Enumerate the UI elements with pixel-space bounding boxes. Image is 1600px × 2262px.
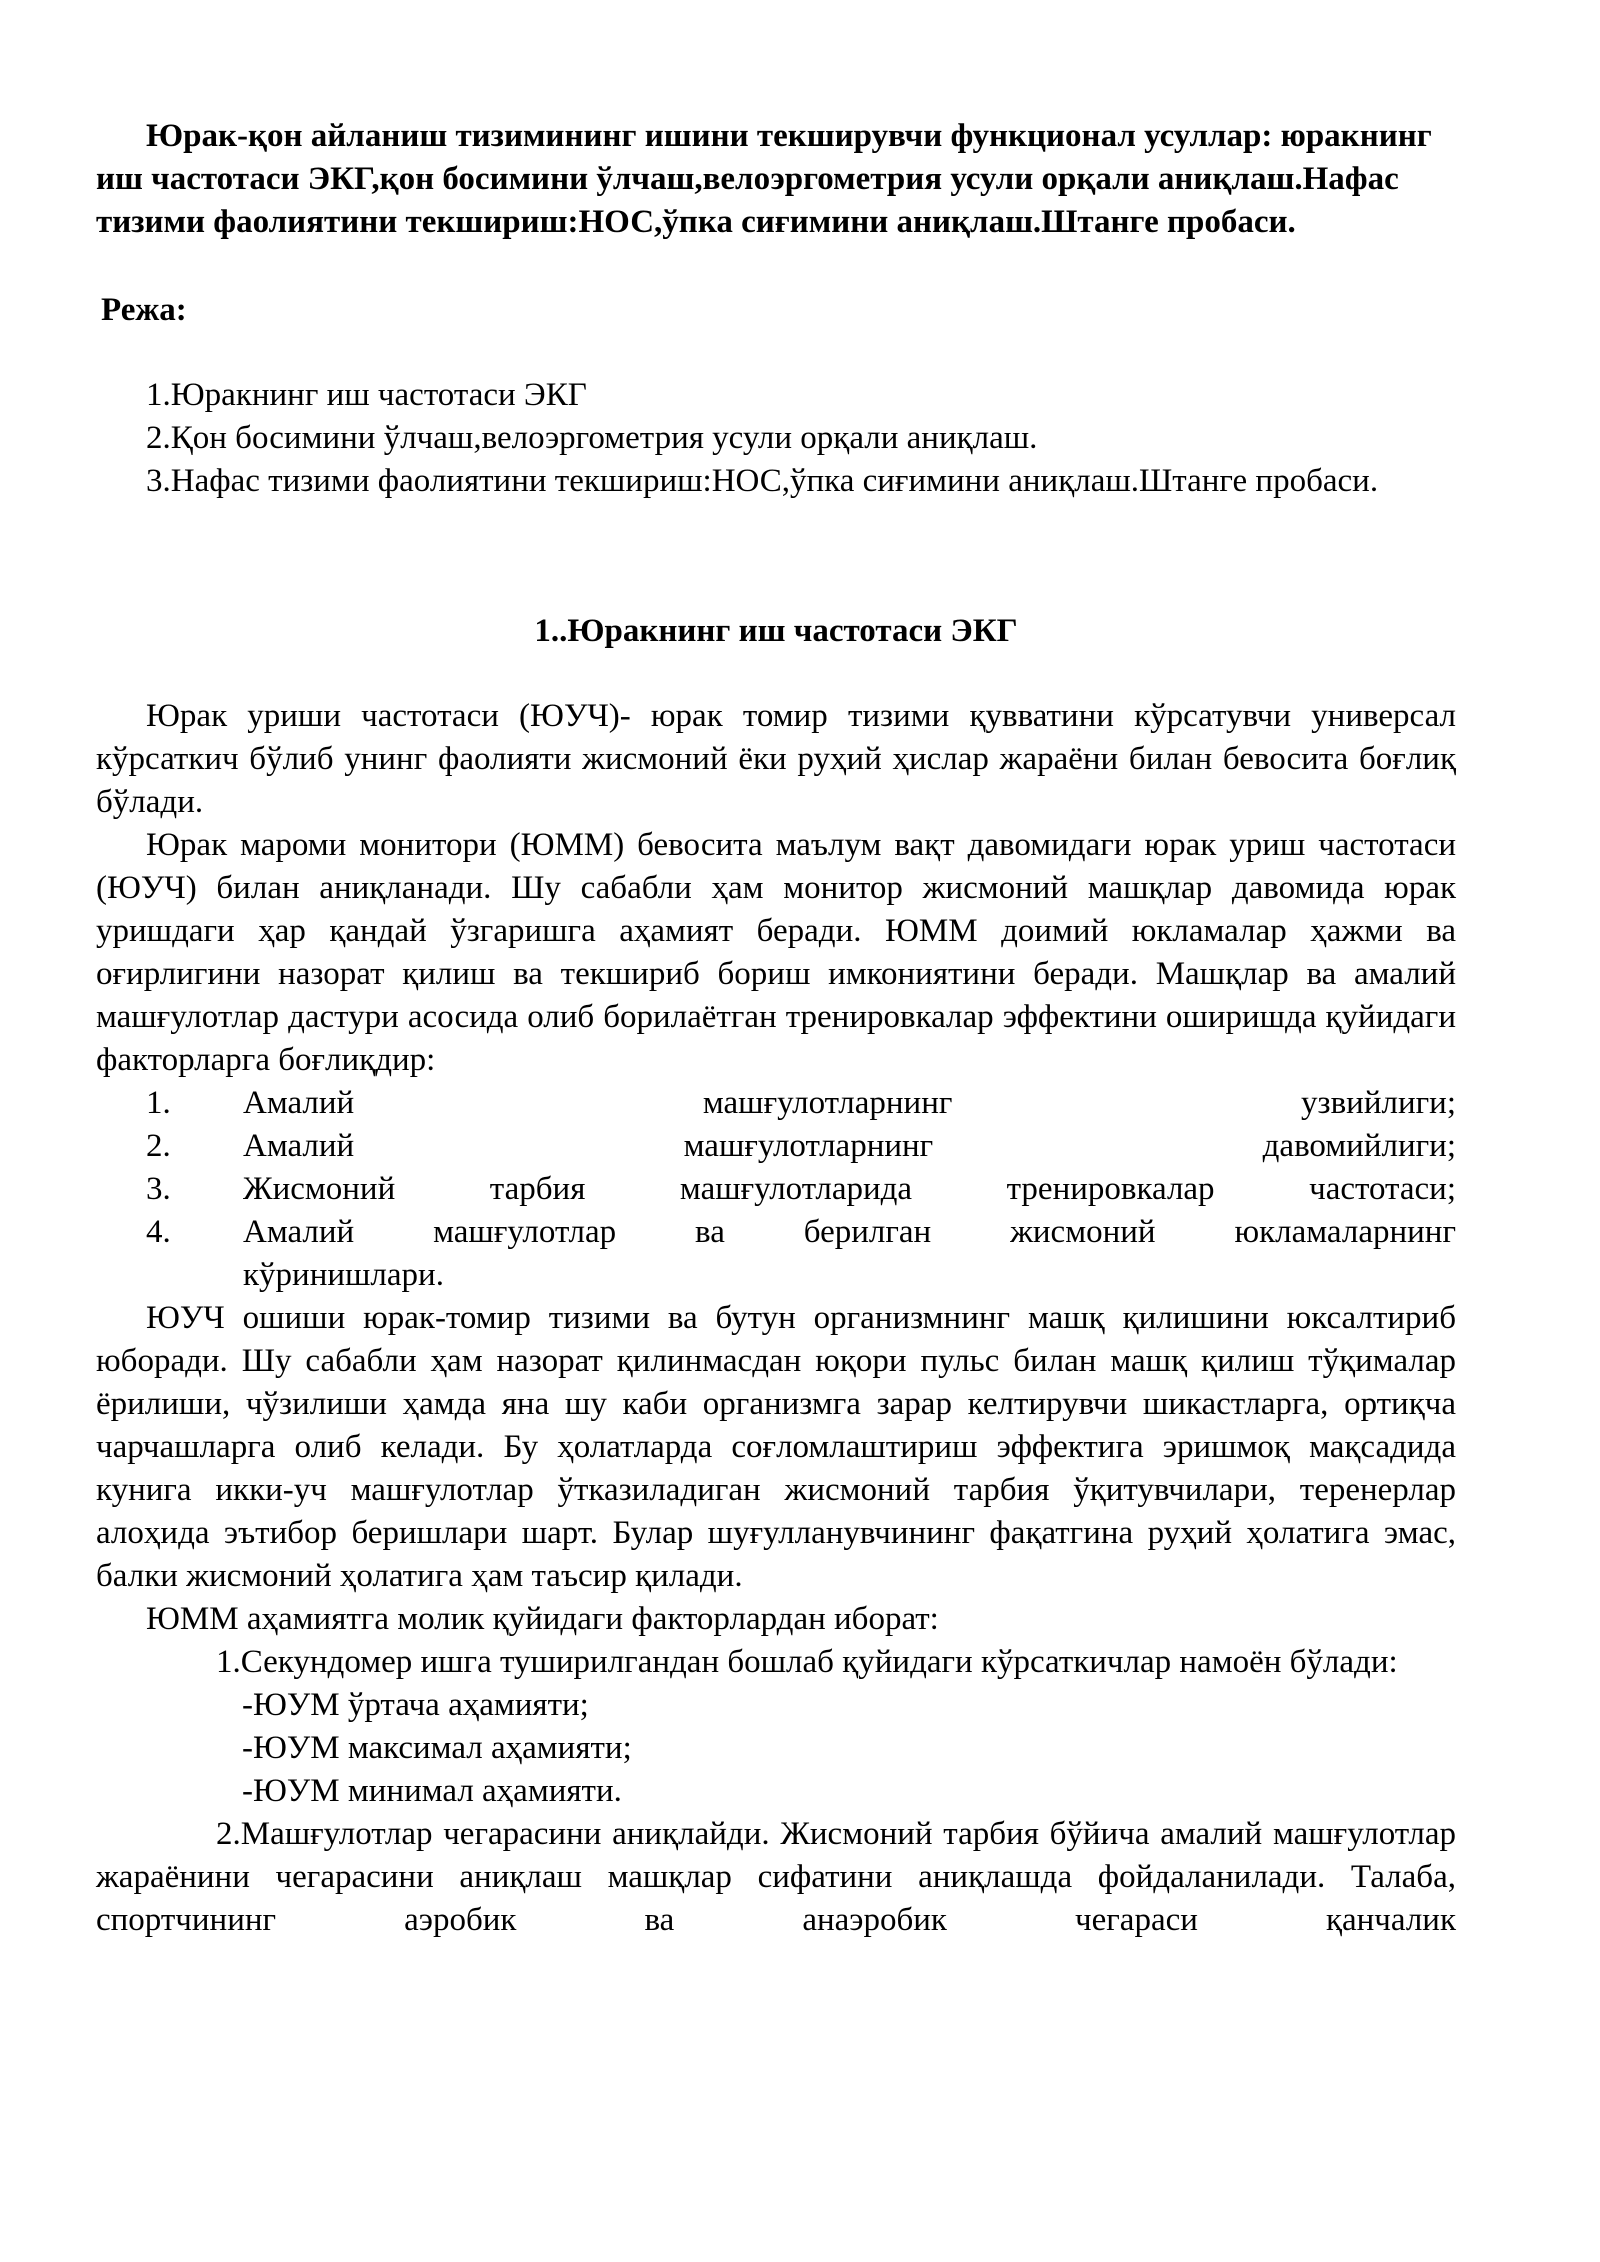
list-item-number: 1. <box>146 1085 171 1121</box>
paragraph: ЮУЧ ошиши юрак-томир тизими ва бутун организмнинг машқ қилишини юксалтириб юборади. Шу сабабли ҳам назорат қилинмасдан юқори пульс билан машқ қилиш тўқималар ёрилиши, чўзилиши ҳамда яна шу каби организмга зарар келтирувчи шикастларга, ортиқча чарчашларга олиб келади. Бу ҳолатларда соғломлаштириш эффектига эришмоқ мақсадида кунига икки-уч машғулотлар ўтказиладиган жисмоний тарбия ўқитувчилари, теренерлар алоҳида эътибор беришлари шарт. Булар шуғулланувчининг фақатгина руҳий ҳолатига эмас, балки жисмоний ҳолатига ҳам таъсир қилади. <box>96 1300 1456 1594</box>
plan-item: 1.Юракнинг иш частотаси ЭКГ <box>146 377 587 413</box>
list-item <box>96 1082 1456 1125</box>
paragraph: Юрак уриши частотаси (ЮУЧ)- юрак томир тизими қувватини кўрсатувчи универсал кўрсаткич бўлиб унинг фаолияти жисмоний ёки руҳий ҳислар жараёни билан бевосита боғлиқ бўлади. <box>96 698 1456 820</box>
list-item-text: Жисмоний тарбия машғулотларида тренировкалар частотаси; <box>243 1171 1456 1207</box>
list-item-text-wrap <box>243 1211 1456 1297</box>
list-item <box>96 1125 1456 1168</box>
dash-item: -ЮУМ максимал аҳамияти; <box>242 1730 632 1766</box>
list-item <box>96 1211 1456 1297</box>
section-heading: 1..Юракнинг иш частотаси ЭКГ <box>534 613 1018 649</box>
list-item-number: 3. <box>146 1171 171 1207</box>
list-item-text: Амалий машғулотларнинг давомийлиги; <box>243 1128 1456 1164</box>
list-item <box>96 1168 1456 1211</box>
list-item-number: 4. <box>146 1214 171 1250</box>
plan-item: 3.Нафас тизими фаолиятини текшириш:НОС,ўпка сиғимини аниқлаш.Штанге пробаси. <box>146 463 1379 499</box>
paragraph: 2.Машғулотлар чегарасини аниқлайди. Жисмоний тарбия бўйича амалий машғулотлар жараёнини чегарасини аниқлаш машқлар сифатини аниқлашда фойдаланилади. Талаба, спортчининг аэробик ва анаэробик чегараси қанчалик <box>96 1816 1456 1938</box>
list-item-number: 2. <box>146 1128 171 1164</box>
dash-item: -ЮУМ ўртача аҳамияти; <box>242 1687 589 1723</box>
plan-heading: Режа: <box>101 292 187 328</box>
plan-list <box>96 374 1456 503</box>
list-item-text-continuation: кўринишлари. <box>243 1257 444 1293</box>
list-item-text: Амалий машғулотлар ва берилган жисмоний юкламаларнинг <box>243 1214 1456 1250</box>
section-body <box>96 695 1456 1942</box>
document-title: Юрак-қон айланиш тизимининг ишини текширувчи функционал усуллар: юракнинг иш частотаси ЭКГ,қон босимини ўлчаш,велоэргометрия усули орқали аниқлаш.Нафас тизими фаолиятини текшириш:НОС,ўпка сиғимини аниқлаш.Штанге пробаси. <box>96 118 1432 240</box>
paragraph: Юрак мароми монитори (ЮММ) бевосита маълум вақт давомидаги юрак уриш частотаси (ЮУЧ) билан аниқланади. Шу сабабли ҳам монитор жисмоний машқлар давомида юрак уришдаги ҳар қандай ўзгаришга аҳамият беради. ЮММ доимий юкламалар ҳажми ва оғирлигини назорат қилиш ва текшириб бориш имкониятини беради. Машқлар ва амалий машғулотлар дастури асосида олиб борилаётган тренировкалар эффектини оширишда қуйидаги факторларга боғлиқдир: <box>96 827 1456 1078</box>
factors-list <box>96 1082 1456 1297</box>
paragraph: ЮММ аҳамиятга молик қуйидаги факторлардан иборат: <box>146 1601 939 1637</box>
paragraph: 1.Секундомер ишга туширилгандан бошлаб қуйидаги кўрсаткичлар намоён бўлади: <box>216 1644 1398 1680</box>
document-content <box>96 115 1456 1942</box>
plan-item: 2.Қон босимини ўлчаш,велоэргометрия усули орқали аниқлаш. <box>146 420 1038 456</box>
list-item-text: Амалий машғулотларнинг узвийлиги; <box>243 1085 1456 1121</box>
dash-item: -ЮУМ минимал аҳамияти. <box>242 1773 622 1809</box>
